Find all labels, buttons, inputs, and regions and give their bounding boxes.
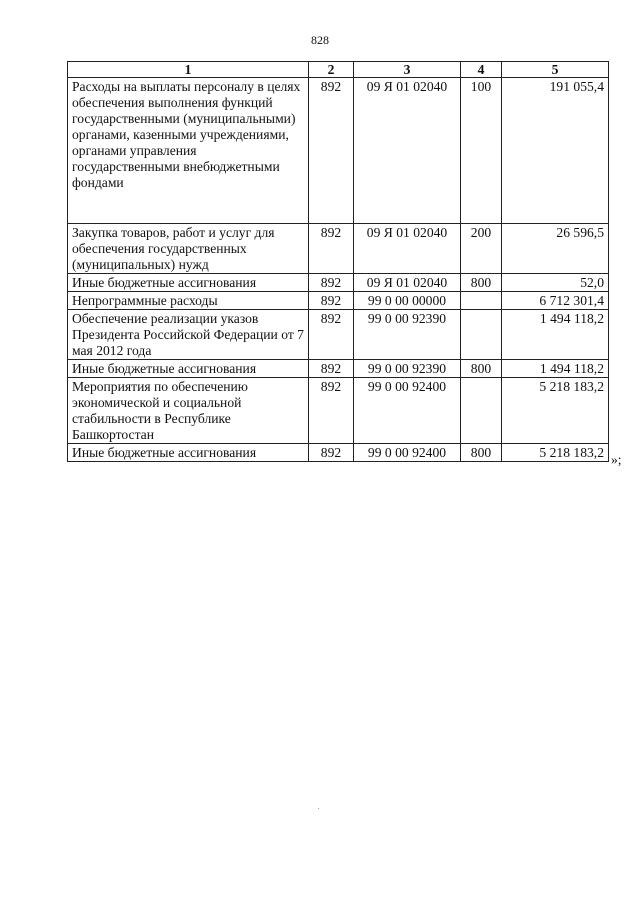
row-expense-type	[461, 292, 502, 310]
row-target-code: 09 Я 01 02040	[354, 274, 461, 292]
header-col-4: 4	[461, 62, 502, 78]
row-expense-type: 200	[461, 224, 502, 274]
header-row	[68, 62, 609, 78]
row-amount: 26 596,5	[502, 224, 609, 274]
table-row	[68, 310, 609, 360]
row-name: Закупка товаров, работ и услуг для обеспечения государственных (муниципальных) нужд	[68, 224, 309, 274]
row-name: Расходы на выплаты персоналу в целях обеспечения выполнения функций государственными (муниципальными) органами, казенными учреждениями, органами управления государственными внебюджетными фондами	[68, 78, 309, 224]
header-col-2: 2	[309, 62, 354, 78]
row-ministry-code: 892	[309, 274, 354, 292]
row-expense-type: 100	[461, 78, 502, 224]
row-name: Иные бюджетные ассигнования	[68, 274, 309, 292]
header-col-3: 3	[354, 62, 461, 78]
table-row	[68, 360, 609, 378]
row-amount: 5 218 183,2	[502, 378, 609, 444]
budget-table	[67, 61, 609, 462]
row-amount: 5 218 183,2	[502, 444, 609, 462]
row-target-code: 99 0 00 92390	[354, 360, 461, 378]
row-ministry-code: 892	[309, 78, 354, 224]
row-expense-type: 800	[461, 444, 502, 462]
row-expense-type	[461, 378, 502, 444]
row-ministry-code: 892	[309, 378, 354, 444]
table-row	[68, 274, 609, 292]
table-row	[68, 378, 609, 444]
row-ministry-code: 892	[309, 292, 354, 310]
row-amount: 1 494 118,2	[502, 360, 609, 378]
row-amount: 52,0	[502, 274, 609, 292]
row-target-code: 99 0 00 92390	[354, 310, 461, 360]
row-name: Мероприятия по обеспечению экономической и социальной стабильности в Республике Башкортостан	[68, 378, 309, 444]
row-target-code: 09 Я 01 02040	[354, 224, 461, 274]
row-expense-type	[461, 310, 502, 360]
row-amount: 1 494 118,2	[502, 310, 609, 360]
page-number: 828	[311, 33, 329, 47]
header-col-1: 1	[68, 62, 309, 78]
row-ministry-code: 892	[309, 360, 354, 378]
row-amount: 6 712 301,4	[502, 292, 609, 310]
row-amount: 191 055,4	[502, 78, 609, 224]
table-body	[68, 78, 609, 462]
row-ministry-code: 892	[309, 224, 354, 274]
row-expense-type: 800	[461, 360, 502, 378]
row-ministry-code: 892	[309, 310, 354, 360]
row-name: Иные бюджетные ассигнования	[68, 444, 309, 462]
row-ministry-code: 892	[309, 444, 354, 462]
row-target-code: 09 Я 01 02040	[354, 78, 461, 224]
closing-quote-mark: »;	[611, 452, 622, 467]
row-expense-type: 800	[461, 274, 502, 292]
header-col-5: 5	[502, 62, 609, 78]
row-target-code: 99 0 00 00000	[354, 292, 461, 310]
row-name: Непрограммные расходы	[68, 292, 309, 310]
row-target-code: 99 0 00 92400	[354, 378, 461, 444]
table-header	[68, 62, 609, 78]
table-row	[68, 78, 609, 224]
table-row	[68, 444, 609, 462]
table-row	[68, 292, 609, 310]
row-name: Иные бюджетные ассигнования	[68, 360, 309, 378]
scan-speck	[318, 808, 319, 809]
row-target-code: 99 0 00 92400	[354, 444, 461, 462]
row-name: Обеспечение реализации указов Президента Российской Федерации от 7 мая 2012 года	[68, 310, 309, 360]
table-row	[68, 224, 609, 274]
